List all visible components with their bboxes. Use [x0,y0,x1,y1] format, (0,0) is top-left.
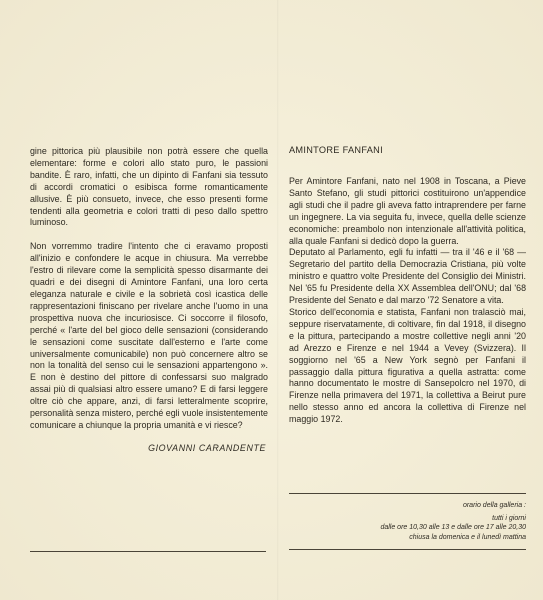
biography-paragraph: Deputato al Parlamento, egli fu infatti — tra il '46 e il '68 — Segretario del partito della Democrazia Cristiana, più volte ministro e quattro volte Presidente del Consiglio dei Ministri. Nel '65 fu Presidente della XX Assemblea dell'ONU; dal '68 Presidente del Senato e dal marzo '72 Senatore a vita. [289,247,526,306]
essay-column [30,146,268,432]
gallery-hours-line: dalle ore 10,30 alle 13 e dalle ore 17 alle 20,30 [380,524,526,532]
gallery-hours [286,501,526,542]
biography-paragraph: Per Amintore Fanfani, nato nel 1908 in Toscana, a Pieve Santo Stefano, gli studi pittorici costituirono un'appendice agli studi che il padre gli aveva fatto intraprendere per farne un ingegnere. La via seguita fu, invece, quella delle scienze economiche: preambolo non intenzionale all'attività politica, alla quale Fanfani si dedicò dopo la guerra. [289,176,526,246]
divider [30,551,266,552]
biography-column [289,176,526,426]
page-fold [277,0,279,600]
biography-heading: AMINTORE FANFANI [289,145,383,155]
essay-paragraph: gine pittorica più plausibile non potrà essere che quella elementare: forme e colori allo stato puro, le passioni bandite. È raro, infatti, che un dipinto di Fanfani sia tessuto di accordi cromatici o esibisca forme romanticamente allusive. È più consueto, invece, che esso presenti forme tendenti alla geometria e colori tratti di peso dallo spettro luminoso. [30,146,268,228]
author-signature: GIOVANNI CARANDENTE [148,443,266,453]
gallery-hours-title: orario della galleria : [462,502,526,509]
divider [289,549,526,550]
essay-paragraph: Non vorremmo tradire l'intento che ci eravamo proposti all'inizio e confondere le acque in chiusura. Ma verrebbe l'estro di rilevare come la semplicità spesso disarmante dei quadri e dei disegni di Amintore Fanfani, una loro certa eleganza naturale e civile e la sobrietà così icastica delle rappresentazioni finiscano per rivelare anche l'uomo in una prospettiva nuova che incuriosisce. Ci soccorre il filosofo, perché « l'arte del bel gioco delle sensazioni (considerando le sensazioni come suscitate dall'esterno e l'arte come universalmente comunicabile) non può concernere altro se non la tonalità del senso cui le sensazioni appartengono ». E non è destino del pittore di confessarsi suo malgrado assai più di qualsiasi altro essere umano? E di farsi leggere oltre ciò che appare, anzi, di farsi letteralmente scoprire, personalità senza mistero, perché egli vuole insistentemente comunicare a chiunque la propria umanità e vi riesce? [30,241,268,430]
biography-paragraph: Storico dell'economia e statista, Fanfani non tralasciò mai, seppure riservatamente, di coltivare, fin dal 1918, il disegno e la pittura, partecipando a mostre collettive negli anni '20 ad Arezzo e Firenze e nel 1944 a Vevey (Svizzera). Il soggiorno nel '65 a New York segnò per Fanfani il passaggio dalla pittura figurativa a quella astratta: come hanno documentato le mostre di Sansepolcro nel 1970, di Firenze nella primavera del 1971, la collettiva a Beirut pure nello stesso anno ed ancora la collettiva di Firenze nel maggio 1972. [289,306,526,425]
gallery-hours-line: chiusa la domenica e il lunedì mattina [409,533,526,541]
gallery-hours-line: tutti i giorni [492,514,526,522]
divider [289,493,526,494]
